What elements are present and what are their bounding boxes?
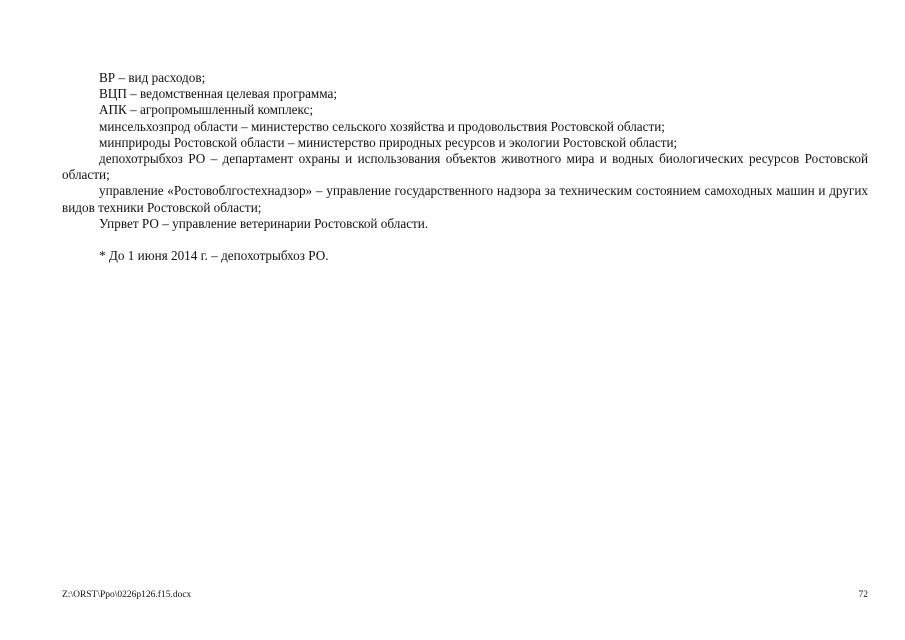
footer-file-path: Z:\ORST\Ppo\0226p126.f15.docx: [62, 590, 192, 600]
footnote: * До 1 июня 2014 г. – депохотрыбхоз РО.: [99, 248, 329, 264]
abbreviation-depohotrybhoz: депохотрыбхоз РО – департамент охраны и использования объектов животного мира и водных биологических ресурсов Ростовской области;: [62, 151, 868, 183]
abbreviation-minselhozprod: минсельхозпрод области – министерство сельского хозяйства и продовольствия Ростовской области;: [99, 118, 665, 134]
abbreviation-rostovoblgostehnadzor: управление «Ростовоблгостехнадзор» – управление государственного надзора за техническим состоянием самоходных машин и других видов техники Ростовской области;: [62, 183, 868, 215]
abbreviation-uprvet: Упрвет РО – управление ветеринарии Ростовской области.: [99, 215, 429, 231]
abbreviation-minprirody: минприроды Ростовской области – министерство природных ресурсов и экологии Ростовской области;: [99, 134, 678, 150]
abbreviation-vr: ВР – вид расходов;: [99, 70, 206, 85]
abbreviation-vcp: ВЦП – ведомственная целевая программа;: [99, 86, 338, 102]
abbreviations-list: [62, 70, 868, 264]
page-number: 72: [858, 590, 868, 600]
abbreviation-apk: АПК – агропромышленный комплекс;: [99, 102, 314, 118]
